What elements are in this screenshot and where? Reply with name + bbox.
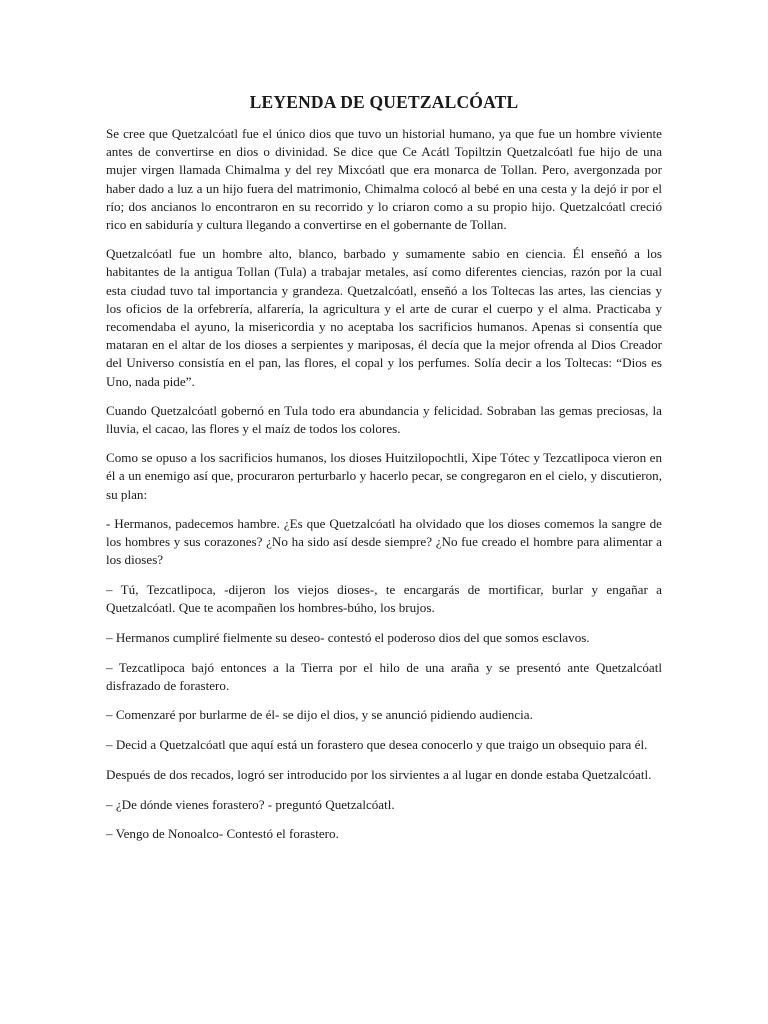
dialog-line: – Tú, Tezcatlipoca, -dijeron los viejos dioses-, te encargarás de mortificar, burlar y engañar a Quetzalcóatl. Que te acompañen los hombres-búho, los brujos. — [106, 581, 662, 616]
paragraph-abundance: Cuando Quetzalcóatl gobernó en Tula todo era abundancia y felicidad. Sobraban las gemas preciosas, la lluvia, el cacao, las flores y el maíz de todos los colores. — [106, 402, 662, 437]
paragraph-gods-plan: Como se opuso a los sacrificios humanos, los dioses Huitzilopochtli, Xipe Tótec y Tezcatlipoca vieron en él a un enemigo así que, procuraron perturbarlo y hacerlo pecar, se congregaron en el cielo, y discutieron, su plan: — [106, 450, 662, 502]
paragraph-description: Quetzalcóatl fue un hombre alto, blanco, barbado y sumamente sabio en ciencia. Él enseñó a los habitantes de la antigua Tollan (Tula) a trabajar metales, así como diferentes ciencias, razón por la cual esta ciudad tuvo tal importancia y grandeza. Quetzalcóatl, enseñó a los Toltecas las artes, las ciencias y los oficios de la orfebrería, alfarería, la agricultura y el arte de curar el cuerpo y el alma. Practicaba y recomendaba el ayuno, la misericordia y no aceptaba los sacrificios humanos. Apenas si consentía que mataran en el altar de los dioses a serpientes y mariposas, él decía que la mejor ofrenda al Dios Creador del Universo consistía en el pan, las flores, el copal y los perfumes. Solía decir a los Toltecas: “Dios es Uno, nada pide”. — [106, 246, 662, 389]
dialog-line: – Comenzaré por burlarme de él- se dijo el dios, y se anunció pidiendo audiencia. — [106, 707, 533, 723]
paragraph-intro: Se cree que Quetzalcóatl fue el único dios que tuvo un historial humano, ya que fue un hombre viviente antes de convertirse en dios o divinidad. Se dice que Ce Acátl Topiltzin Quetzalcóatl fue hijo de una mujer virgen llamada Chimalma y del rey Mixcóatl que era monarca de Tollan. Pero, avergonzada por haber dado a luz a un hijo fuera del matrimonio, Chimalma colocó al bebé en una cesta y la dejó ir por el río; dos ancianos lo encontraron en su recorrido y lo criaron como a su propio hijo. Quetzalcóatl creció rico en sabiduría y cultura llegando a convertirse en el gobernante de Tollan. — [106, 126, 662, 233]
dialog-line: - Hermanos, padecemos hambre. ¿Es que Quetzalcóatl ha olvidado que los dioses comemos la sangre de los hombres y sus corazones? ¿No ha sido así desde siempre? ¿No fue creado el hombre para alimentar a los dioses? — [106, 515, 662, 568]
dialog-line: – ¿De dónde vienes forastero? - preguntó Quetzalcóatl. — [106, 796, 395, 812]
dialog-line: – Tezcatlipoca bajó entonces a la Tierra por el hilo de una araña y se presentó ante Quetzalcóatl disfrazado de forastero. — [106, 659, 662, 693]
document-title: LEYENDA DE QUETZALCÓATL — [249, 92, 519, 112]
document-body — [106, 125, 662, 855]
dialog-line: – Vengo de Nonoalco- Contestó el forastero. — [106, 826, 339, 842]
dialog-line: – Decid a Quetzalcóatl que aquí está un forastero que desea conocerlo y que traigo un obsequio para él. — [106, 737, 648, 753]
dialog-line: – Hermanos cumpliré fielmente su deseo- contestó el poderoso dios del que somos esclavos. — [106, 629, 590, 645]
paragraph-introduction: Después de dos recados, logró ser introducido por los sirvientes a al lugar en donde estaba Quetzalcóatl. — [106, 766, 652, 782]
